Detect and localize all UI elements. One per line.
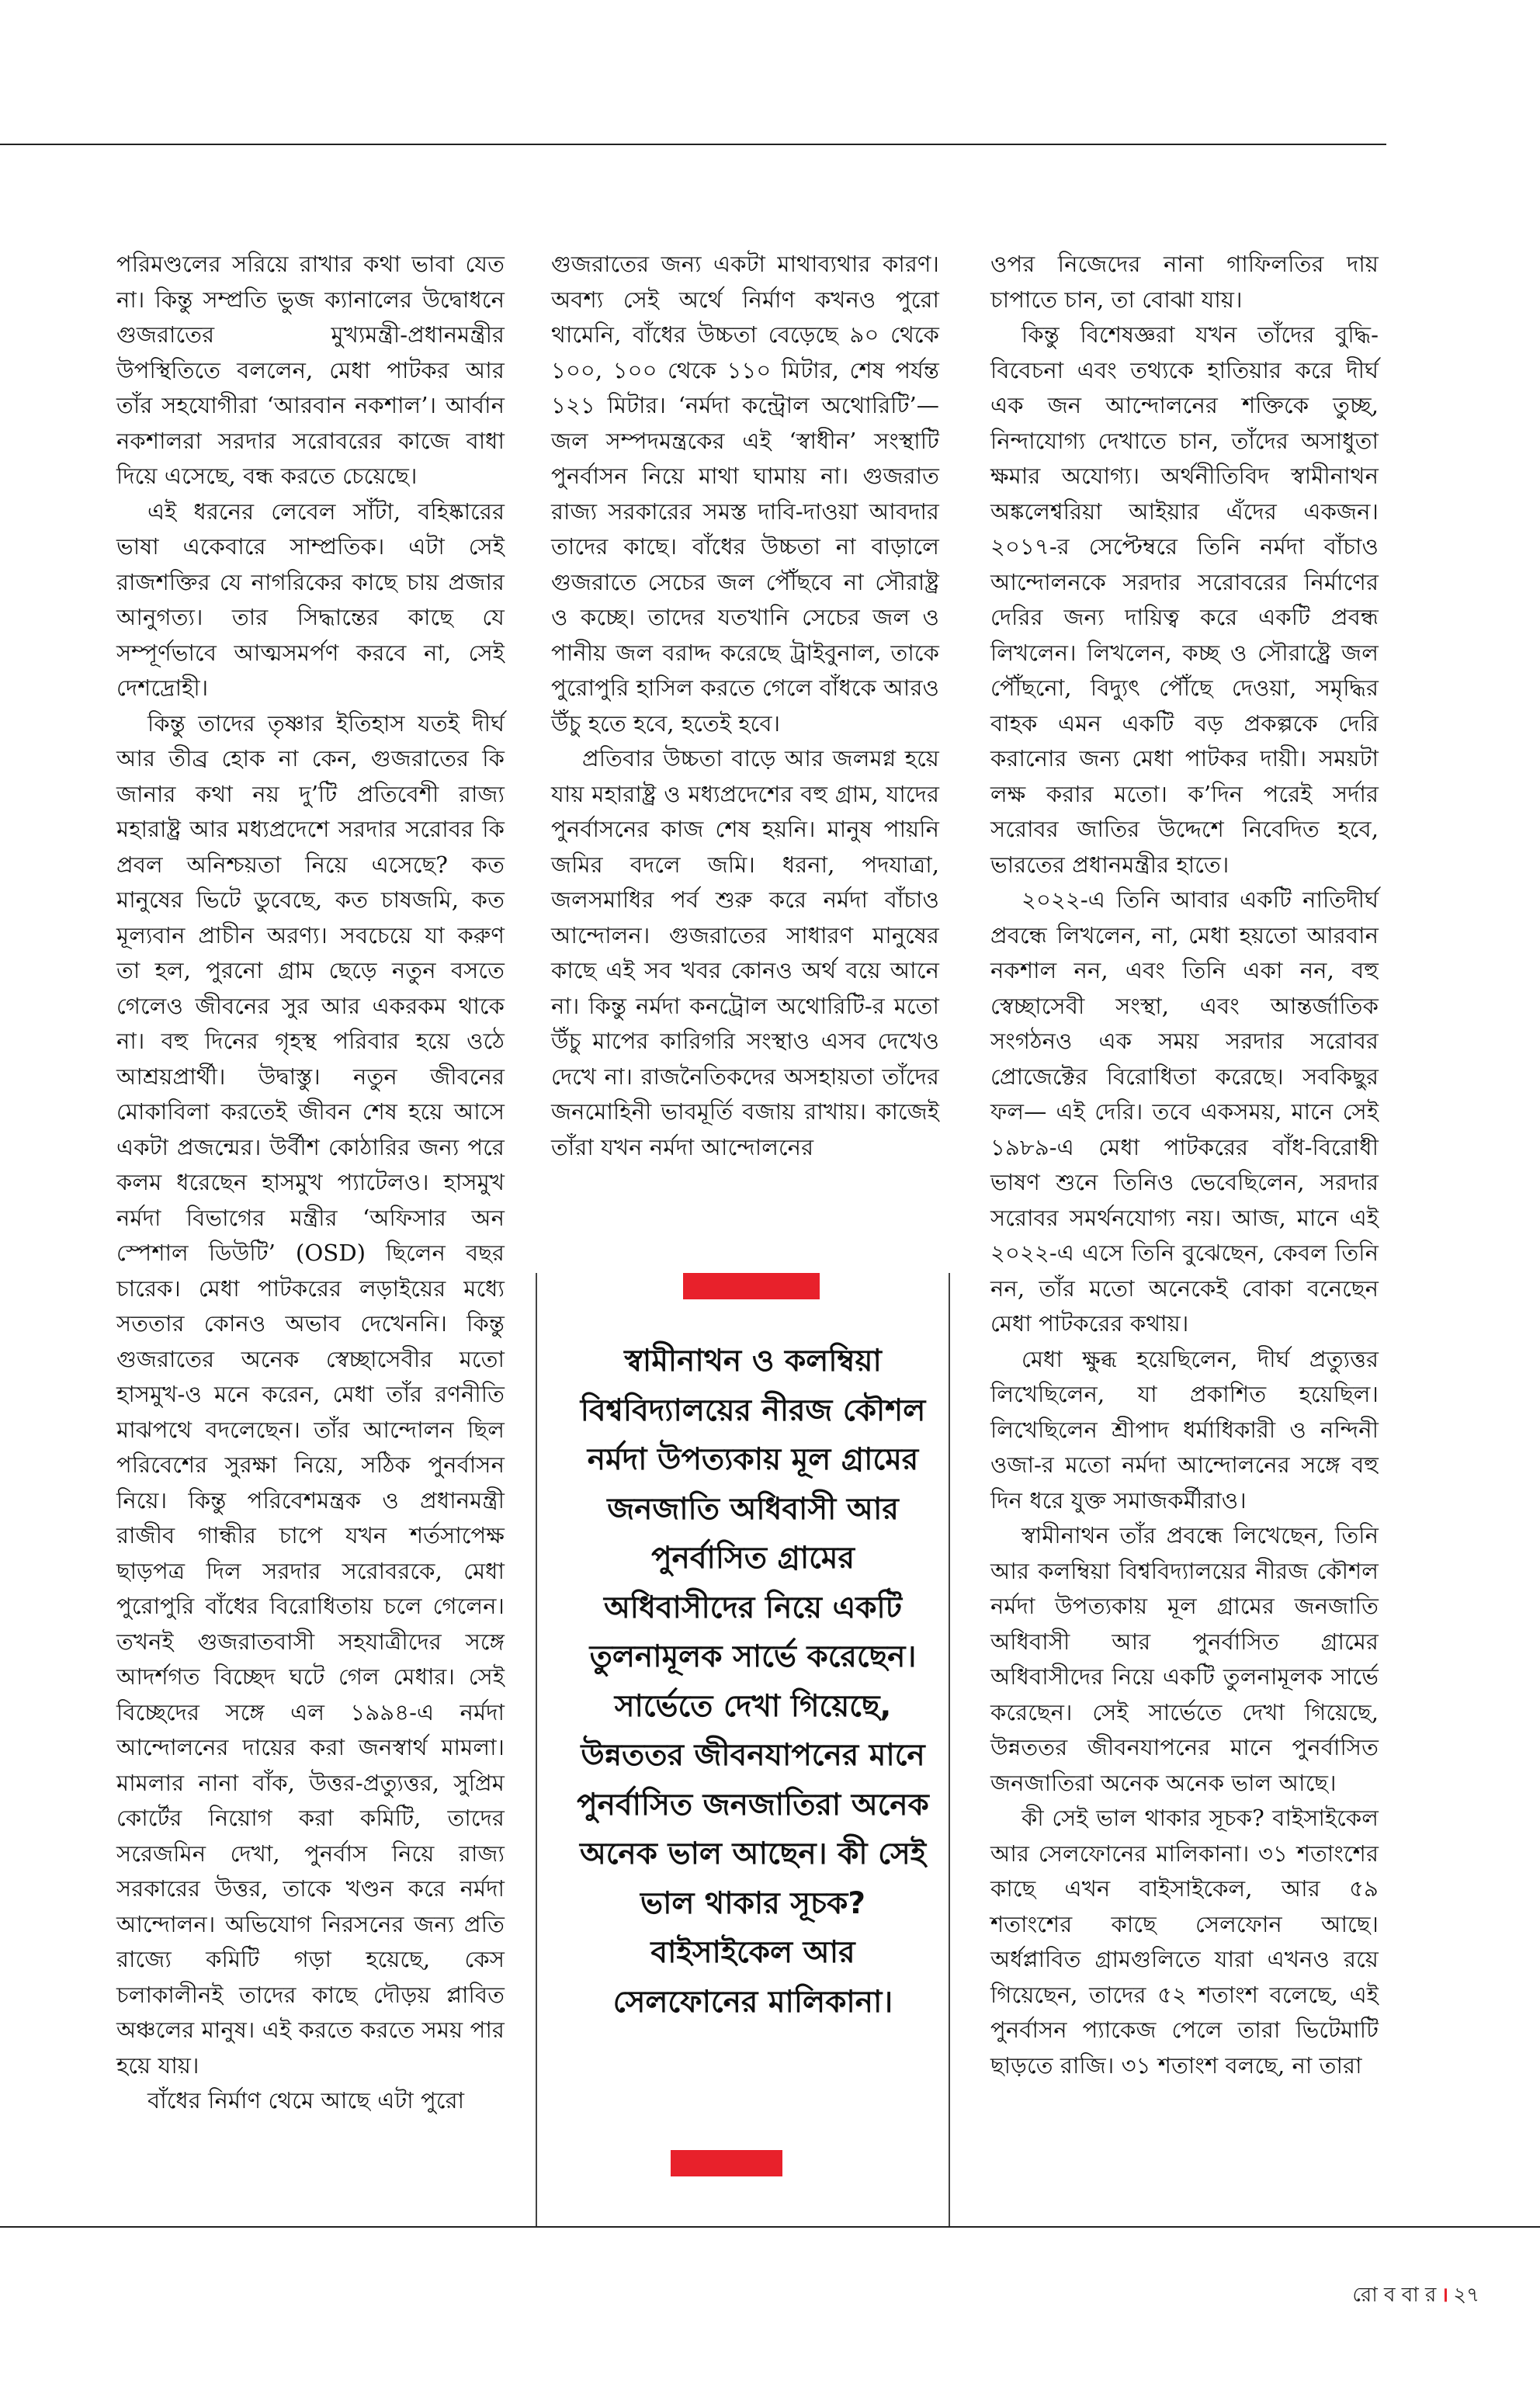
paragraph: কী সেই ভাল থাকার সূচক? বাইসাইকেল আর সেলফোনের মালিকানা। ৩১ শতাংশের কাছে এখন বাইসাইকেল, আর ৫৯ শতাংশের কাছে সেলফোন আছে। অর্ধপ্লাবিত গ্রামগুলিতে যারা এখনও রয়ে গিয়েছেন, তাদের ৫২ শতাংশ বলেছে, এই পুনর্বাসন প্যাকেজ পেলে তারা ভিটেমাটি ছাড়তে রাজি। ৩১ শতাংশ বলছে, না তারা: [990, 1805, 1379, 2079]
paragraph: ২০২২-এ তিনি আবার একটি নাতিদীর্ঘ প্রবন্ধে লিখলেন, না, মেধা হয়তো আরবান নকশাল নন, এবং তিনি একা নন, বহু স্বেচ্ছাসেবী সংস্থা, এবং আন্তর্জাতিক সংগঠনও এক সময় সরদার সরোবর প্রোজেক্টের বিরোধিতা করেছে। সবকিছুর ফল— এই দেরি। তবে একসময়, মানে সেই ১৯৮৯-এ মেধা পাটকরের বাঁধ-বিরোধী ভাষণ শুনে তিনিও ভেবেছিলেন, সরদার সরোবর সমর্থনযোগ্য নয়। আজ, মানে এই ২০২২-এ এসে তিনি বুঝেছেন, কেবল তিনি নন, তাঁর মতো অনেকেই বোকা বনেছেন মেধা পাটকরের কথায়।: [990, 886, 1379, 1337]
pull-quote-top-bar: [683, 1273, 820, 1299]
paragraph: ওপর নিজেদের নানা গাফিলতির দায় চাপাতে চান, তা বোঝা যায়।: [990, 251, 1379, 313]
paragraph: গুজরাতের জন্য একটা মাথাব্যথার কারণ। অবশ্য সেই অর্থে নির্মাণ কখনও পুরো থামেনি, বাঁধের উচ্চতা বেড়েছে ৯০ থেকে ১০০, ১০০ থেকে ১১০ মিটার, শেষ পর্যন্ত ১২১ মিটার। ‘নর্মদা কন্ট্রোল অথোরিটি’— জল সম্পদমন্ত্রকের এই ‘স্বাধীন’ সংস্থাটি পুনর্বাসন নিয়ে মাথা ঘামায় না। গুজরাত রাজ্য সরকারের সমস্ত দাবি-দাওয়া আবদার তাদের কাছে। বাঁধের উচ্চতা না বাড়ালে গুজরাতে সেচের জল পৌঁছবে না সৌরাষ্ট্র ও কচ্ছে। তাদের যতখানি সেচের জল ও পানীয় জল বরাদ্দ করেছে ট্রাইবুনাল, তাকে পুরোপুরি হাসিল করতে গেলে বাঁধকে আরও উঁচু হতে হবে, হতেই হবে।: [551, 251, 939, 737]
paragraph: পরিমণ্ডলের সরিয়ে রাখার কথা ভাবা যেত না। কিন্তু সম্প্রতি ভুজ ক্যানালের উদ্বোধনে গুজরাতের মুখ্যমন্ত্রী-প্রধানমন্ত্রীর উপস্থিতিতে বললেন, মেধা পাটকর আর তাঁর সহযোগীরা ‘আরবান নকশাল’। আর্বান নকশালরা সরদার সরোবরের কাজে বাধা দিয়ে এসেছে, বন্ধ করতে চেয়েছে।: [116, 251, 505, 489]
pull-quote-left-rule: [536, 1273, 537, 2226]
paragraph: প্রতিবার উচ্চতা বাড়ে আর জলমগ্ন হয়ে যায় মহারাষ্ট্র ও মধ্যপ্রদেশের বহু গ্রাম, যাদের পুনর্বাসনের কাজ শেষ হয়নি। মানুষ পায়নি জমির বদলে জমি। ধরনা, পদযাত্রা, জলসমাধির পর্ব শুরু করে নর্মদা বাঁচাও আন্দোলন। গুজরাতের সাধারণ মানুষের কাছে এই সব খবর কোনও অর্থ বয়ে আনে না। কিন্তু নর্মদা কনট্রোল অথোরিটি-র মতো উঁচু মাপের কারিগরি সংস্থাও এসব দেখেও দেখে না। রাজনৈতিকদের অসহায়তা তাঁদের জনমোহিনী ভাবমূর্তি বজায় রাখায়। কাজেই তাঁরা যখন নর্মদা আন্দোলনের: [551, 745, 939, 1160]
paragraph: এই ধরনের লেবেল সাঁটা, বহিষ্কারের ভাষা একেবারে সাম্প্রতিক। এটা সেই রাজশক্তির যে নাগরিকের কাছে চায় প্রজার আনুগত্য। তার সিদ্ধান্তের কাছে যে সম্পূর্ণভাবে আত্মসমর্পণ করবে না, সেই দেশদ্রোহী।: [116, 498, 505, 701]
article-column-2: [551, 247, 939, 1165]
footer-separator: ।: [1441, 2284, 1449, 2307]
top-rule: [0, 144, 1386, 145]
paragraph: কিন্তু তাদের তৃষ্ণার ইতিহাস যতই দীর্ঘ আর তীব্র হোক না কেন, গুজরাতের কি জানার কথা নয় দু’টি প্রতিবেশী রাজ্য মহারাষ্ট্র আর মধ্যপ্রদেশে সরদার সরোবর কি প্রবল অনিশ্চয়তা নিয়ে এসেছে? কত মানুষের ভিটে ডুবেছে, কত চাষজমি, কত মূল্যবান প্রাচীন অরণ্য। সবচেয়ে যা করুণ তা হল, পুরনো গ্রাম ছেড়ে নতুন বসতে গেলেও জীবনের সুর আর একরকম থাকে না। বহু দিনের গৃহস্থ পরিবার হয়ে ওঠে আশ্রয়প্রার্থী। উদ্বাস্তু। নতুন জীবনের মোকাবিলা করতেই জীবন শেষ হয়ে আসে একটা প্রজন্মের। উর্বীশ কোঠারির জন্য পরে কলম ধরেছেন হাসমুখ প্যাটেলও। হাসমুখ নর্মদা বিভাগের মন্ত্রীর ‘অফিসার অন স্পেশাল ডিউটি’ (OSD) ছিলেন বছর চারেক। মেধা পাটকরের লড়াইয়ের মধ্যে সততার কোনও অভাব দেখেননি। কিন্তু গুজরাতের অনেক স্বেচ্ছাসেবীর মতো হাসমুখ-ও মনে করেন, মেধা তাঁর রণনীতি মাঝপথে বদলেছেন। তাঁর আন্দোলন ছিল পরিবেশের সুরক্ষা নিয়ে, সঠিক পুনর্বাসন নিয়ে। কিন্তু পরিবেশমন্ত্রক ও প্রধানমন্ত্রী রাজীব গান্ধীর চাপে যখন শর্তসাপেক্ষ ছাড়পত্র দিল সরদার সরোবরকে, মেধা পুরোপুরি বাঁধের বিরোধিতায় চলে গেলেন। তখনই গুজরাতবাসী সহযাত্রীদের সঙ্গে আদর্শগত বিচ্ছেদ ঘটে গেল মেধার। সেই বিচ্ছেদের সঙ্গে এল ১৯৯৪-এ নর্মদা আন্দোলনের দায়ের করা জনস্বার্থ মামলা। মামলার নানা বাঁক, উত্তর-প্রত্যুত্তর, সুপ্রিম কোর্টের নিয়োগ করা কমিটি, তাদের সরেজমিন দেখা, পুনর্বাস নিয়ে রাজ্য সরকারের উত্তর, তাকে খণ্ডন করে নর্মদা আন্দোলন। অভিযোগ নিরসনের জন্য প্রতি রাজ্যে কমিটি গড়া হয়েছে, কেস চলাকালীনই তাদের কাছে দৌড়য় প্লাবিত অঞ্চলের মানুষ। এই করতে করতে সময় পার হয়ে যায়।: [116, 709, 505, 2079]
page-footer: [1352, 2279, 1479, 2313]
pull-quote-right-rule: [949, 1273, 950, 2226]
paragraph: বাঁধের নির্মাণ থেমে আছে এটা পুরো: [147, 2087, 465, 2114]
pull-quote-bottom-bar: [671, 2150, 782, 2176]
magazine-name: রো ব বা র: [1352, 2284, 1437, 2307]
pull-quote: স্বামীনাথন ও কলম্বিয়া বিশ্ববিদ্যালয়ের নীরজ কৌশল নর্মদা উপত্যকায় মূল গ্রামের জনজাতি অধিবাসী আর পুনর্বাসিত গ্রামের অধিবাসীদের নিয়ে একটি তুলনামূলক সার্ভে করেছেন। সার্ভেতে দেখা গিয়েছে, উন্নততর জীবনযাপনের মানে পুনর্বাসিত জনজাতিরা অনেক অনেক ভাল আছেন। কী সেই ভাল থাকার সূচক? বাইসাইকেল আর সেলফোনের মালিকানা।: [577, 1344, 929, 2020]
paragraph: স্বামীনাথন তাঁর প্রবন্ধে লিখেছেন, তিনি আর কলম্বিয়া বিশ্ববিদ্যালয়ের নীরজ কৌশল নর্মদা উপত্যকায় মূল গ্রামের জনজাতি অধিবাসী আর পুনর্বাসিত গ্রামের অধিবাসীদের নিয়ে একটি তুলনামূলক সার্ভে করেছেন। সেই সার্ভেতে দেখা গিয়েছে, উন্নততর জীবনযাপনের মানে পুনর্বাসিত জনজাতিরা অনেক অনেক ভাল আছে।: [990, 1522, 1379, 1796]
article-column-3: [990, 247, 1379, 2083]
paragraph: মেধা ক্ষুব্ধ হয়েছিলেন, দীর্ঘ প্রত্যুত্তর লিখেছিলেন, যা প্রকাশিত হয়েছিল। লিখেছিলেন শ্রীপাদ ধর্মাধিকারী ও নন্দিনী ওজা-র মতো নর্মদা আন্দোলনের সঙ্গে বহু দিন ধরে যুক্ত সমাজকর্মীরাও।: [990, 1345, 1379, 1514]
page-number: ২৭: [1453, 2284, 1479, 2307]
bottom-rule: [0, 2226, 1540, 2228]
article-column-1: [116, 247, 505, 2119]
paragraph: কিন্তু বিশেষজ্ঞরা যখন তাঁদের বুদ্ধি-বিবেচনা এবং তথ্যকে হাতিয়ার করে দীর্ঘ এক জন আন্দোলনের শক্তিকে তুচ্ছ, নিন্দাযোগ্য দেখাতে চান, তাঁদের অসাধুতা ক্ষমার অযোগ্য। অর্থনীতিবিদ স্বামীনাথন অঙ্কলেশ্বরিয়া আইয়ার এঁদের একজন। ২০১৭-র সেপ্টেম্বরে তিনি নর্মদা বাঁচাও আন্দোলনকে সরদার সরোবরের নির্মাণের দেরির জন্য দায়িত্ব করে একটি প্রবন্ধ লিখলেন। লিখলেন, কচ্ছ ও সৌরাষ্ট্রে জল পৌঁছনো, বিদ্যুৎ পৌঁছে দেওয়া, সমৃদ্ধির বাহক এমন একটি বড় প্রকল্পকে দেরি করানোর জন্য মেধা পাটকর দায়ী। সময়টা লক্ষ করার মতো। ক’দিন পরেই সর্দার সরোবর জাতির উদ্দেশে নিবেদিত হবে, ভারতের প্রধানমন্ত্রীর হাতে।: [990, 321, 1379, 878]
